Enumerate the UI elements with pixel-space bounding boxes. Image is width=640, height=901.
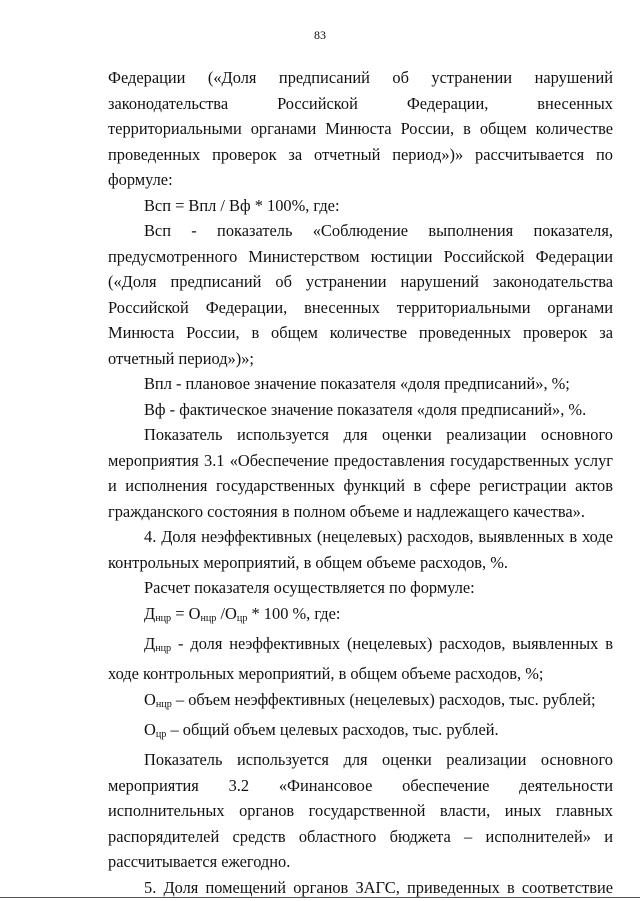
text-ocr: – общий объем целевых расходов, тыс. рублей. [166,719,499,739]
paragraph-vpl-definition: Впл - плановое значение показателя «доля предписаний», %; [144,374,570,393]
paragraph-intro: Федерации («Доля предписаний об устранении нарушений законодательства Российской Федерации, внесенных территориальными органами Минюста России, в общем количестве проведенных проверок за отчетный период»)» рассчитывается по формуле: [108,68,613,189]
subscript-oncr: нцр [155,698,172,710]
formula-subscript-d: нцр [155,612,172,624]
paragraph-vsp-definition: Всп - показатель «Соблюдение выполнения показателя, предусмотренного Министерством юстиции Российской Федерации («Доля предписаний об устранении нарушений законодательства Российской Федерации, внесенных территориальными органами Минюста России, в общем количестве проведенных проверок за отчетный период»)»; [108,221,613,368]
formula-slash: / [216,603,226,623]
paragraph-ocr-definition [108,717,613,747]
paragraph-usage-3-1: Показатель используется для оценки реализации основного мероприятия 3.1 «Обеспечение предоставления государственных услуг и исполнения государственных функций в сфере регистрации актов гражданского состояния в полном объеме и надлежащего качества». [108,425,613,521]
symbol-ocr: О [144,719,156,739]
formula-subscript-o1: нцр [200,612,217,624]
text-d: - доля неэффективных (нецелевых) расходов, выявленных в ходе контрольных мероприятий, в общем объеме расходов, %; [108,633,613,684]
page-number: 83 [314,28,326,42]
paragraph-vf-definition: Вф - фактическое значение показателя «доля предписаний», %. [144,399,587,419]
formula-vsp: Всп = Впл / Вф * 100%, где: [144,195,340,215]
symbol-oncr: О [144,689,156,709]
formula-equals: = [171,603,189,623]
text-oncr: – объем неэффективных (нецелевых) расходов, тыс. рублей; [171,689,596,709]
formula-dncr [108,601,613,631]
formula-symbol-o1: О [188,603,201,623]
bottom-divider [0,897,640,898]
formula-symbol-d: Д [144,603,156,623]
formula-symbol-o2: О [225,603,237,623]
paragraph-item-5: 5. Доля помещений органов ЗАГС, приведенных в соответствие [144,877,613,897]
subscript-d: нцр [155,642,172,654]
paragraph-item-4: 4. Доля неэффективных (нецелевых) расходов, выявленных в ходе контрольных мероприятий, в общем объеме расходов, %. [108,527,613,572]
symbol-d: Д [144,633,156,653]
paragraph-d-definition [108,631,613,687]
document-body [108,65,613,900]
subscript-ocr: цр [155,728,167,740]
paragraph-oncr-definition [108,687,613,717]
paragraph-calculation: Расчет показателя осуществляется по формуле: [144,578,475,597]
paragraph-usage-3-2: Показатель используется для оценки реализации основного мероприятия 3.2 «Финансовое обеспечение деятельности исполнительных органов государственной власти, иных главных распорядителей средств областного бюджета – исполнителей» и рассчитывается ежегодно. [108,750,613,872]
formula-subscript-o2: цр [236,612,248,624]
formula-tail: * 100 %, где: [247,603,341,623]
